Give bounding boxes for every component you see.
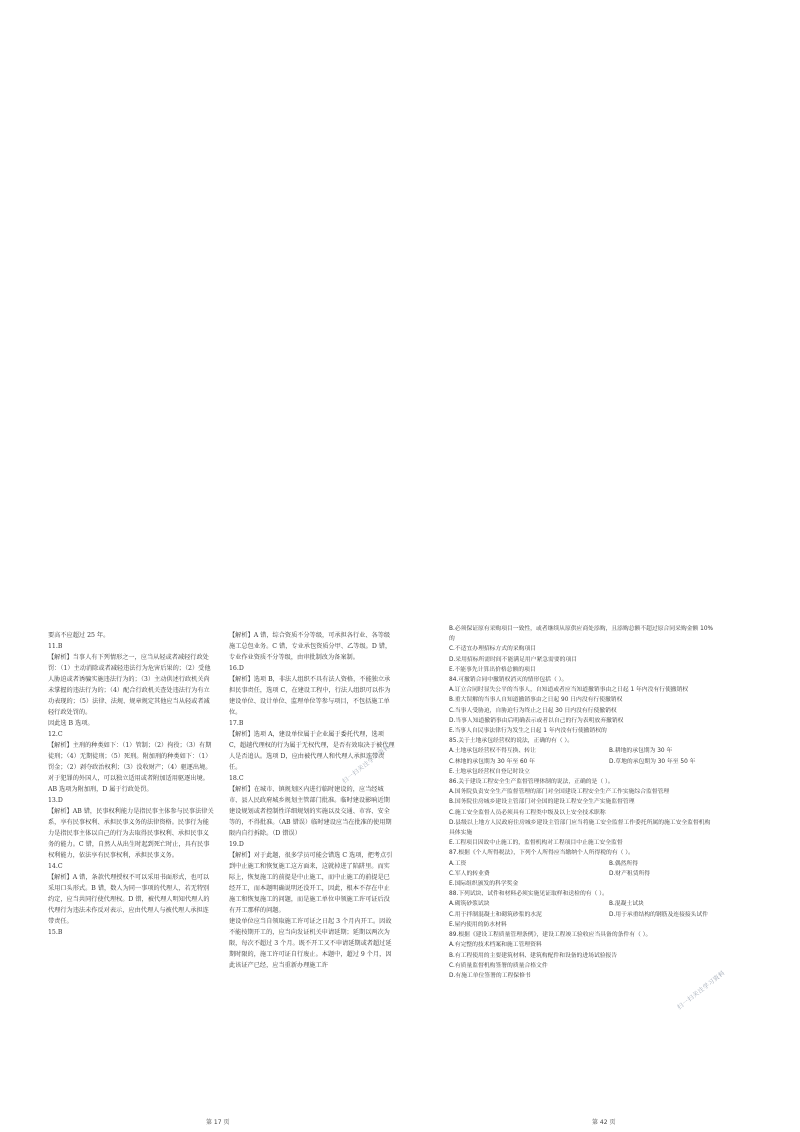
option-text: A.土地承包经营权不得互换、转让 [449,748,536,755]
option-text: B.偶然所得 [609,860,639,867]
question-line: E.屋内使用的防水材料 [449,921,507,928]
question-line: D.县级以上地方人民政府住房城乡建设主管部门应当将施工安全监督工作委托所属的施工安全监督机构 [449,819,711,826]
answer-paragraph: 15.B [48,929,63,936]
question-line: E.当事人自民事法律行为发生之日起 1 年内没有行使撤销权的 [449,728,607,735]
question-line: 87.根据《个人所得税法》，下列个人所得应当缴纳个人所得税的有（ ）。 [449,850,634,857]
answer-paragraph: 【解析】选项 A，建设单位属于企业属于委托代理，选项 C，超越代理权的行为属于无权代理，是否有效取决于被代理人是否追认。选项 D，应由被代理人和代理人承担连带责任。 [229,731,395,771]
option-pair-row [449,899,784,909]
watermark-left: 扫一扫关注学习资料 [341,743,392,786]
answer-paragraph: 【解析】当事人有下列情形之一，应当从轻或者减轻行政处罚：（1）主动消除或者减轻违法行为危害后果的；（2）受他人胁迫或者诱骗实施违法行为的；（3）主动供述行政机关尚未掌握的违法行为的；（4）配合行政机关查处违法行为有立功表现的；（5）法律、法规、规章规定其他应当从轻或者减轻行政处罚的。 [48,654,211,716]
question-line: B.有工程使用的主要建筑材料、建筑构配件和设备的进场试验报告 [449,952,618,959]
answer-paragraph: 【解析】在城市、镇规划区内进行临时建设的，应当经城市、县人民政府城乡规划主管部门批准。临时建设影响近期建设规划或者控制性详细规划的实施以及交通、市容、安全等的，不得批准。（AB 错误）临时建设应当在批准的使用期限内自行拆除。（D 错误） [229,786,392,837]
page-number-right: 第 42 页 [592,1119,616,1126]
question-line: 86.关于建设工程安全生产监督管理体制的说法，正确的是（ ）。 [449,779,614,786]
question-line: C.施工安全监督人员必须具有工程类中级及以上安全技术职称 [449,809,606,816]
answer-paragraph: 13.D [48,797,63,804]
question-line: 的 [449,636,455,643]
question-line: A.订立合同时显失公平的当事人，自知道或者应当知道撤销事由之日起 1 年内没有行使撤销权 [449,687,689,694]
option-text: C.林地的承包期为 30 年至 60 年 [449,758,535,765]
question-line: E.工程项目因故中止施工的，监督机构对工程项目中止施工安全监督 [449,840,623,847]
answer-paragraph: 【解析】A 错，条款代理授权不可以采用书面形式，也可以采用口头形式。B 错，数人为同一事项的代理人，若无特别约定，应当共同行使代理权。D 错，被代理人明知代理人的代理行为违法未作反对表示，应由代理人与被代理人承担连带责任。 [48,874,210,925]
answer-paragraph: 16.D [229,665,244,672]
answer-paragraph: 【解析】AB 错，民事权利能力是指民事主体参与民事法律关系，享有民事权利、承担民事义务的法律资格。民事行为能力是指民事主体以自己的行为去取得民事权利、承担民事义务的能力。C 错，自然人从出生时起到死亡时止，具有民事权利能力，依法享有民事权利，承担民事义务。 [48,808,214,859]
question-line: 具体实施 [449,830,473,837]
answer-paragraph: 12.C [48,731,63,738]
left-page [0,624,443,1132]
option-pair-row [449,746,784,756]
option-pair-row [449,910,784,920]
option-text: D.草地的承包期为 30 年至 50 年 [609,758,696,765]
answer-paragraph: 11.B [48,643,63,650]
answer-column-2 [229,630,395,971]
question-line: A.国务院负责安全生产监督管理的部门对全国建设工程安全生产工作实施综合监督管理 [449,789,670,796]
answer-paragraph: 18.C [229,775,244,782]
question-column [449,624,784,981]
answer-paragraph: 建设单位应当自领取施工许可证之日起 3 个月内开工。因故不能按期开工的，应当向发证机关申请延期；延期以两次为限，每次不超过 3 个月。既不开工又不申请延期或者超过延期时限的，施工许可证自行废止。本题中，超过 9 个月，因此该证产已经，应当重新办理施工许 [229,918,392,969]
question-line: D.有施工单位签署的工程保修书 [449,972,531,979]
question-line: C.不适宜办理招标方式的采购项目 [449,646,537,653]
question-line: D.当事人知道撤销事由后明确表示或者以自己的行为表明放弃撤销权 [449,717,624,724]
option-pair-row [449,757,784,767]
answer-paragraph: 【解析】主刑的种类如下：（1）管制；（2）拘役；（3）有期徒刑；（4）无期徒刑；（5）死刑。附加刑的种类如下：（1）罚金；（2）剥夺政治权利；（3）没收财产；（4）驱逐出境。对于犯罪的外国人，可以独立适用或者附加适用驱逐出境。 [48,742,212,782]
option-pair-row [449,869,784,879]
page-number-left: 第 17 页 [206,1119,230,1126]
answer-column-1 [48,630,214,938]
option-text: B.混凝土试块 [609,901,644,908]
question-line: E.不能事先计算出价格总额的项目 [449,666,536,673]
question-line: 84.可撤销合同中撤销权消灭的情形包括（ ）。 [449,677,568,684]
question-line: C.有质量监督机构签署的质量合格文件 [449,962,548,969]
question-line: 85.关于土地承包经营权的说法，正确的有（ ）。 [449,738,574,745]
option-text: A.工资 [449,860,467,867]
question-line: A.有完整的技术档案和施工管理资料 [449,942,542,949]
answer-paragraph: 14.C [48,863,63,870]
question-line: B.重大误解的当事人自知道撤销事由之日起 90 日内没有行使撤销权 [449,697,623,704]
answer-paragraph: 【解析】对于此题，很多学员可能会错选 C 选项，把考点引到中止施工和恢复施工这方面来，这就掉进了陷阱里。而实际上，恢复施工的前提是中止施工，而中止施工的前提是已经开工，而本题明确说明还没开工，因此，根本不存在中止施工和恢复施工的问题，而是施工单位申领施工许可证后没有开工那样的问题。 [229,852,393,914]
watermark-right: 扫一扫关注学习资料 [676,969,727,1012]
question-line: D.采用招标所需时间不能满足用户紧急需要的项目 [449,656,578,663]
option-text: A.砌筑砂浆试块 [449,901,490,908]
option-text: C.用于拌制混凝土和砌筑砂浆的水泥 [449,911,542,918]
question-line: E.国际组织颁发的科学奖金 [449,881,519,888]
option-text: C.军人的转业费 [449,870,490,877]
question-line: 88.下列试块、试件和材料必须实施见证取样和送检的有（ ）。 [449,891,608,898]
answer-paragraph: AB 选项为附加刑，D 属于行政处罚。 [48,786,153,793]
answer-paragraph: 因此选 B 选项。 [48,720,94,727]
option-pair-row [449,859,784,869]
question-line: E.土地承包经营权自登记时设立 [449,768,530,775]
answer-paragraph: 19.D [229,841,244,848]
question-line: B.必须保证原有采购项目一致性，或者继续从原供应商处添购，且添购总额不超过原合同采购金额 10% [449,626,714,632]
question-line: 89.根据《建设工程质量管理条例》，建设工程竣工验收应当具备的条件有（ ）。 [449,932,652,939]
question-line: B.国务院住房城乡建设主管部门对全国的建设工程安全生产实施监督管理 [449,799,635,806]
option-text: D.用于承重结构的钢筋及连接接头试件 [609,911,709,918]
right-page [443,624,800,1132]
option-text: D.财产租赁所得 [609,870,651,877]
answer-paragraph: 要高不应超过 25 年。 [48,632,110,639]
answer-paragraph: 17.B [229,720,244,727]
answer-paragraph: 【解析】选项 B，非法人组织不具有法人资格，不能独立承担民事责任，选项 C，在建设工程中，行法人组织可以作为建设单位、设计单位、监理单位等参与项目，不包括施工单位。 [229,676,391,716]
question-line: C.当事人受胁迫，自胁迫行为终止之日起 30 日内没有行使撤销权 [449,707,617,714]
answer-paragraph: 【解析】A 错，综合资质不分等级，可承担各行业、各等级施工总包业务。C 错，专业承包资质分甲、乙等级。D 错，专业作业资质不分等级，由审批制改为备案制。 [229,632,392,661]
option-text: B.耕地的承包期为 30 年 [609,748,673,755]
